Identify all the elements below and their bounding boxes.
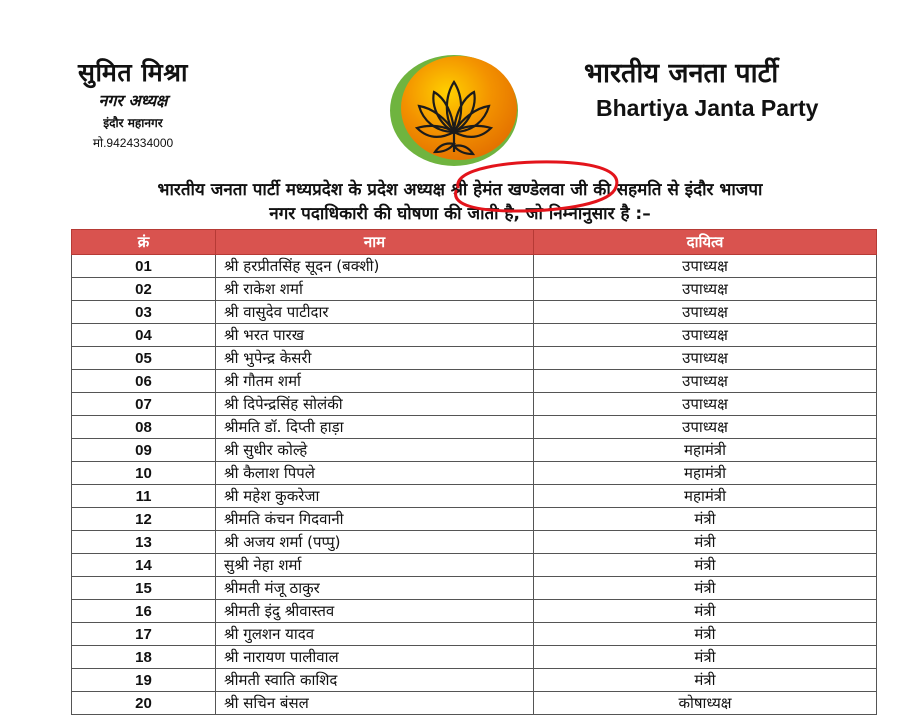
president-letterhead (28, 58, 238, 152)
table-row (72, 255, 877, 278)
table-row (72, 577, 877, 600)
serial-cell: 04 (72, 324, 216, 347)
name-cell: श्री गुलशन यादव (216, 623, 534, 646)
table-row (72, 370, 877, 393)
table-row (72, 439, 877, 462)
serial-cell: 12 (72, 508, 216, 531)
role-cell: उपाध्यक्ष (534, 301, 877, 324)
serial-cell: 09 (72, 439, 216, 462)
serial-cell: 18 (72, 646, 216, 669)
table-row (72, 278, 877, 301)
table-row (72, 324, 877, 347)
role-cell: कोषाध्यक्ष (534, 692, 877, 715)
table-row (72, 508, 877, 531)
role-cell: उपाध्यक्ष (534, 278, 877, 301)
name-cell: श्री कैलाश पिपले (216, 462, 534, 485)
announcement-line-1: भारतीय जनता पार्टी मध्यप्रदेश के प्रदेश अध्यक्ष श्री हेमंत खण्डेलवा जी की सहमति से इंदौर भाजपा (157, 180, 763, 200)
lotus-logo-icon (389, 54, 519, 167)
serial-cell: 14 (72, 554, 216, 577)
serial-cell: 06 (72, 370, 216, 393)
header-role: दायित्व (534, 230, 877, 255)
serial-cell: 07 (72, 393, 216, 416)
name-cell: श्री भुपेन्द्र केसरी (216, 347, 534, 370)
header-name: नाम (216, 230, 534, 255)
role-cell: मंत्री (534, 554, 877, 577)
table-row (72, 301, 877, 324)
serial-cell: 05 (72, 347, 216, 370)
table-row (72, 623, 877, 646)
name-cell: श्री भरत पारख (216, 324, 534, 347)
role-cell: महामंत्री (534, 485, 877, 508)
name-cell: श्री अजय शर्मा (पप्पु) (216, 531, 534, 554)
name-cell: श्रीमती स्वाति काशिद (216, 669, 534, 692)
serial-cell: 13 (72, 531, 216, 554)
mobile-number: मो.9424334000 (92, 136, 174, 150)
header-serial: क्रं (72, 230, 216, 255)
serial-cell: 17 (72, 623, 216, 646)
announcement-line-2: नगर पदाधिकारी की घोषणा की जाती है, जो निम्नानुसार है :– (269, 204, 651, 224)
city-name: इंदौर महानगर (103, 116, 163, 130)
table-row (72, 692, 877, 715)
role-cell: उपाध्यक्ष (534, 255, 877, 278)
table-row (72, 393, 877, 416)
name-cell: श्रीमती इंदु श्रीवास्तव (216, 600, 534, 623)
party-name-english: Bhartiya Janta Party (596, 95, 819, 121)
serial-cell: 15 (72, 577, 216, 600)
serial-cell: 11 (72, 485, 216, 508)
role-cell: उपाध्यक्ष (534, 393, 877, 416)
party-letterhead (584, 58, 884, 122)
table-row (72, 347, 877, 370)
role-cell: मंत्री (534, 577, 877, 600)
name-cell: सुश्री नेहा शर्मा (216, 554, 534, 577)
president-post: नगर अध्यक्ष (98, 91, 168, 110)
announcement-text (40, 178, 880, 226)
name-cell: श्री सचिन बंसल (216, 692, 534, 715)
table-row (72, 669, 877, 692)
role-cell: उपाध्यक्ष (534, 370, 877, 393)
role-cell: मंत्री (534, 669, 877, 692)
table-row (72, 600, 877, 623)
role-cell: मंत्री (534, 646, 877, 669)
table-row (72, 531, 877, 554)
table-header-row (72, 230, 877, 255)
serial-cell: 03 (72, 301, 216, 324)
name-cell: श्रीमती मंजू ठाकुर (216, 577, 534, 600)
president-name: सुमित मिश्रा (78, 58, 188, 87)
name-cell: श्री महेश कुकरेजा (216, 485, 534, 508)
serial-cell: 20 (72, 692, 216, 715)
serial-cell: 02 (72, 278, 216, 301)
serial-cell: 08 (72, 416, 216, 439)
role-cell: महामंत्री (534, 462, 877, 485)
serial-cell: 19 (72, 669, 216, 692)
party-name-hindi: भारतीय जनता पार्टी (584, 58, 779, 89)
table-row (72, 554, 877, 577)
name-cell: श्री सुधीर कोल्हे (216, 439, 534, 462)
role-cell: मंत्री (534, 623, 877, 646)
role-cell: उपाध्यक्ष (534, 347, 877, 370)
role-cell: मंत्री (534, 600, 877, 623)
name-cell: श्री राकेश शर्मा (216, 278, 534, 301)
serial-cell: 10 (72, 462, 216, 485)
name-cell: श्री हरप्रीतसिंह सूदन (बक्शी) (216, 255, 534, 278)
name-cell: श्रीमति कंचन गिदवानी (216, 508, 534, 531)
name-cell: श्री नारायण पालीवाल (216, 646, 534, 669)
role-cell: उपाध्यक्ष (534, 416, 877, 439)
table-row (72, 462, 877, 485)
name-cell: श्रीमति डॉ. दिप्ती हाड़ा (216, 416, 534, 439)
table-row (72, 416, 877, 439)
name-cell: श्री वासुदेव पाटीदार (216, 301, 534, 324)
name-cell: श्री दिपेन्द्रसिंह सोलंकी (216, 393, 534, 416)
role-cell: महामंत्री (534, 439, 877, 462)
role-cell: मंत्री (534, 531, 877, 554)
role-cell: मंत्री (534, 508, 877, 531)
serial-cell: 01 (72, 255, 216, 278)
serial-cell: 16 (72, 600, 216, 623)
name-cell: श्री गौतम शर्मा (216, 370, 534, 393)
role-cell: उपाध्यक्ष (534, 324, 877, 347)
table-row (72, 646, 877, 669)
office-bearers-table (71, 229, 877, 715)
table-row (72, 485, 877, 508)
